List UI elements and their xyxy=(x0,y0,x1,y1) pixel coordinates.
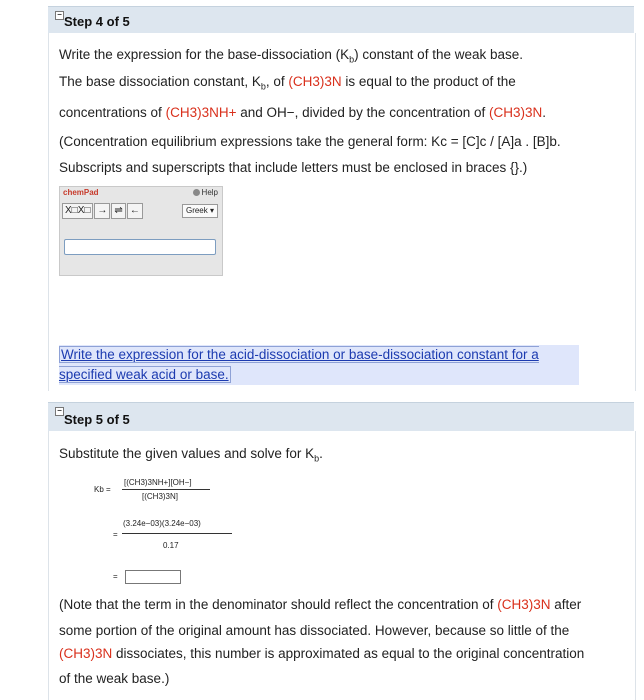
formula: (CH3)3N xyxy=(288,74,342,89)
step4-line5: Subscripts and superscripts that include letters must be enclosed in braces {}.) xyxy=(59,160,528,175)
step5-note4: of the weak base.) xyxy=(59,671,170,686)
formula: (CH3)3N xyxy=(59,646,113,661)
formula: (CH3)3N xyxy=(497,597,551,612)
formula: (CH3)3NH+ xyxy=(165,105,237,120)
text: Write the expression for the base-dissociation (K xyxy=(59,47,350,62)
left-arrow-button[interactable]: ← xyxy=(127,203,143,219)
step4-header[interactable] xyxy=(48,6,634,33)
help-label: Help xyxy=(201,188,218,197)
hint-link-text[interactable]: Write the expression for the acid-dissociation or base-dissociation constant for a specified weak acid or base. xyxy=(59,347,539,382)
text: ) constant of the weak base. xyxy=(354,47,524,62)
text: , of xyxy=(265,74,289,89)
sub: b xyxy=(260,81,266,92)
text: is equal to the product of the xyxy=(341,74,516,89)
text: Substitute the given values and solve for K xyxy=(59,446,315,461)
step5-note3 xyxy=(59,645,584,663)
greek-dropdown[interactable]: Greek ▾ xyxy=(182,204,218,218)
text: . xyxy=(319,446,323,461)
text: (Note that the term in the denominator should reflect the concentration of xyxy=(59,597,498,612)
eq-denominator: [(CH3)3N] xyxy=(142,492,179,501)
eq-equals: = xyxy=(113,530,118,539)
kb-answer-input[interactable] xyxy=(125,570,181,584)
sub: b xyxy=(314,453,320,464)
subscript-superscript-button[interactable]: X□X□ xyxy=(62,203,93,219)
formula: (CH3)3N xyxy=(489,105,543,120)
text: The base dissociation constant, K xyxy=(59,74,261,89)
collapse-icon[interactable]: − xyxy=(55,11,64,20)
right-arrow-button[interactable]: → xyxy=(94,203,110,219)
sub-fraction-line xyxy=(122,533,232,534)
step4-line2 xyxy=(59,73,516,96)
sub: b xyxy=(349,54,355,65)
answer-equals: = xyxy=(113,572,118,581)
chempad-toolbar xyxy=(62,203,144,219)
step5-title: Step 5 of 5 xyxy=(64,412,130,427)
chempad-input[interactable] xyxy=(64,239,216,255)
hint-link[interactable] xyxy=(59,345,579,385)
chempad-title: chemPad xyxy=(63,188,99,197)
step4-line3 xyxy=(59,104,546,122)
step5-note2: some portion of the original amount has dissociated. However, because so little of the xyxy=(59,623,570,638)
step5-header[interactable] xyxy=(48,402,634,431)
help-icon xyxy=(193,189,200,196)
collapse-icon[interactable]: − xyxy=(55,407,64,416)
text: . xyxy=(542,105,547,120)
sub-numerator: (3.24e−03)(3.24e−03) xyxy=(123,519,201,528)
step4-line1 xyxy=(59,46,523,69)
step4-line4: (Concentration equilibrium expressions take the general form: Kc = [C]c / [A]a . [B]b. xyxy=(59,134,561,149)
equilibrium-arrow-button[interactable]: ⇌ xyxy=(111,203,125,219)
eq-lhs: Kb = xyxy=(94,485,111,494)
text: concentrations of xyxy=(59,105,166,120)
sub-denominator: 0.17 xyxy=(163,541,179,550)
text: dissociates, this number is approximated as equal to the original concentration xyxy=(112,646,585,661)
help-button[interactable] xyxy=(193,188,218,197)
step5-body xyxy=(48,431,636,700)
eq-fraction-line xyxy=(122,489,210,490)
text: after xyxy=(550,597,582,612)
chempad xyxy=(59,186,223,276)
step5-note1 xyxy=(59,596,581,614)
step4-title: Step 4 of 5 xyxy=(64,14,130,29)
eq-numerator: [(CH3)3NH+][OH−] xyxy=(124,478,192,487)
step5-intro xyxy=(59,445,323,468)
text: and OH−, divided by the concentration of xyxy=(236,105,490,120)
